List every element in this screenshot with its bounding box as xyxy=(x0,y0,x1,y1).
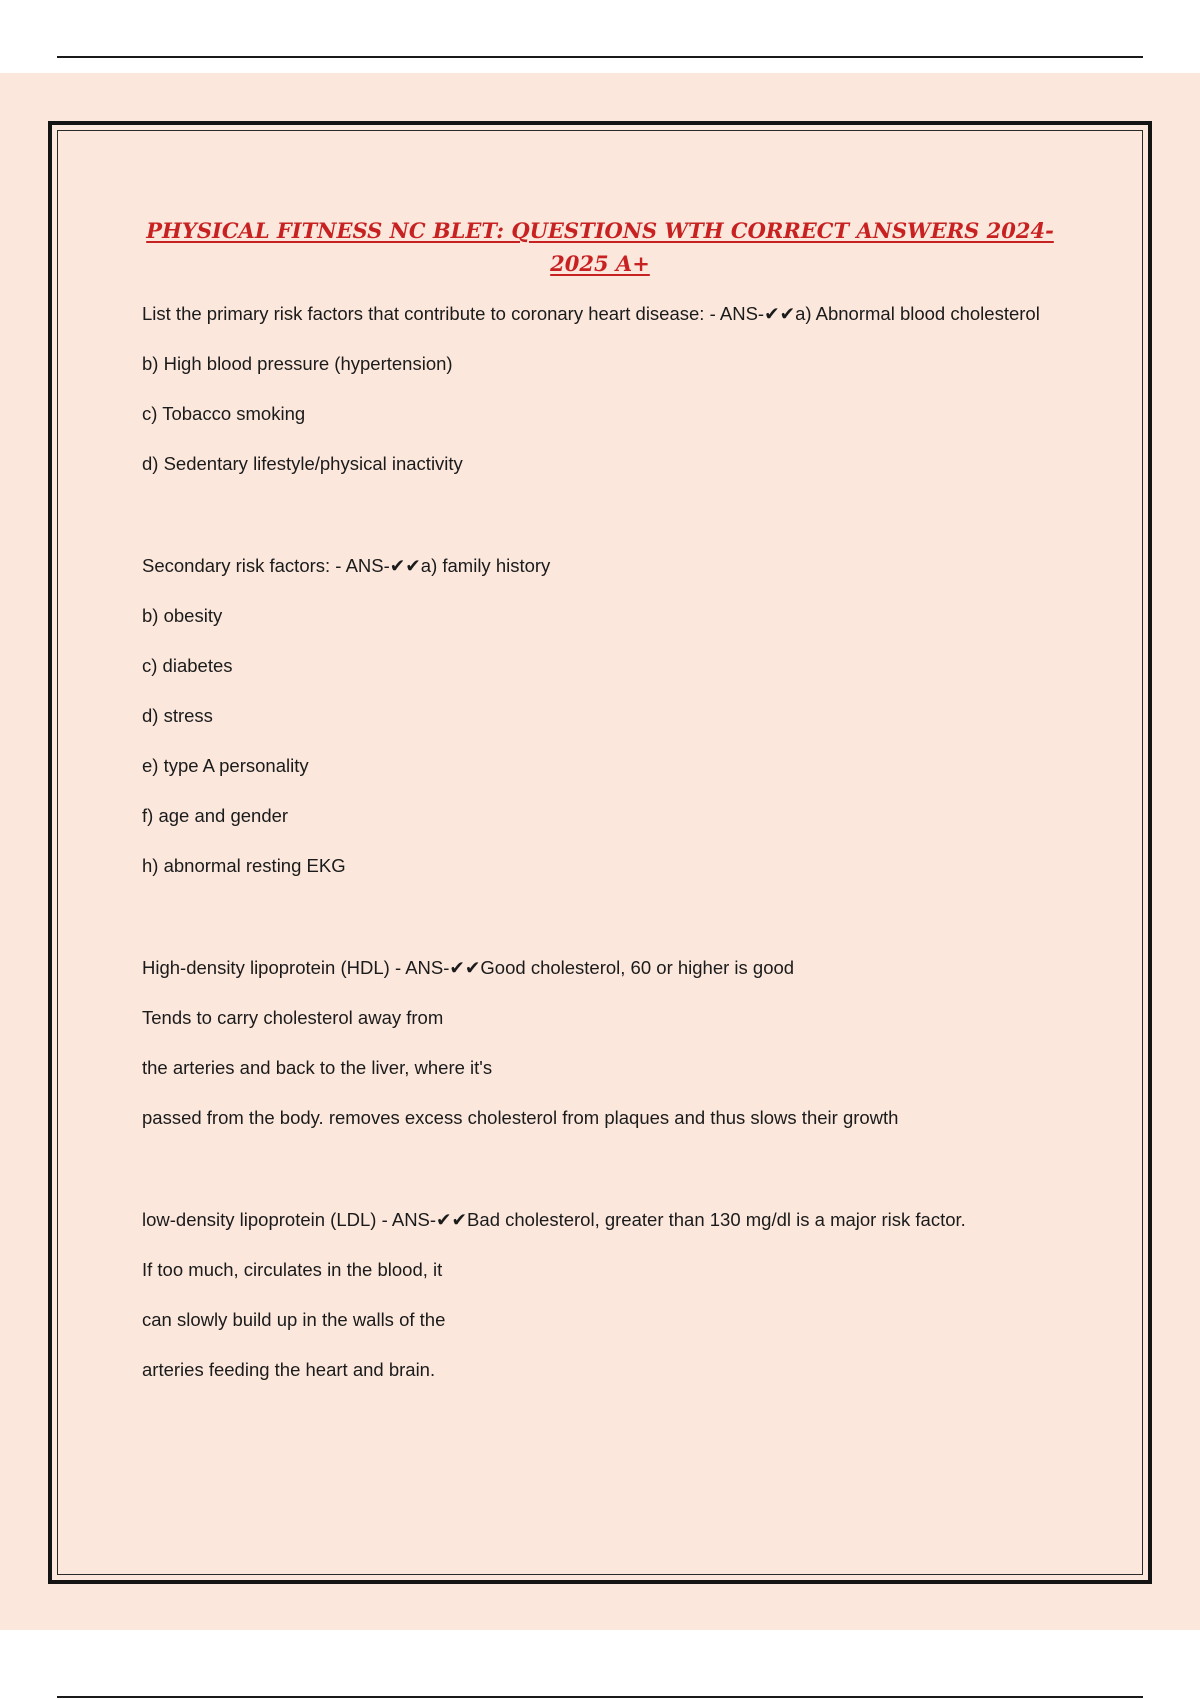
question-ldl: low-density lipoprotein (LDL) - ANS-✔✔Bad cholesterol, greater than 130 mg/dl is a major risk factor. xyxy=(142,1209,966,1230)
document-body xyxy=(142,298,1072,1404)
answer-line: c) diabetes xyxy=(142,655,233,676)
question-secondary-risk-factors: Secondary risk factors: - ANS-✔✔a) family history xyxy=(142,555,551,576)
answer-line: b) obesity xyxy=(142,605,223,626)
answer-line: e) type A personality xyxy=(142,755,309,776)
document-title: PHYSICAL FITNESS NC BLET: QUESTIONS WTH CORRECT ANSWERS 2024-2025 A+ xyxy=(146,218,1054,276)
answer-line: f) age and gender xyxy=(142,805,289,826)
answer-line: If too much, circulates in the blood, it xyxy=(142,1259,443,1280)
answer-line: passed from the body. removes excess cholesterol from plaques and thus slows their growth xyxy=(142,1107,899,1128)
section-spacer xyxy=(142,498,1072,550)
answer-line: can slowly build up in the walls of the xyxy=(142,1309,446,1330)
question-hdl: High-density lipoprotein (HDL) - ANS-✔✔Good cholesterol, 60 or higher is good xyxy=(142,957,795,978)
answer-line: d) stress xyxy=(142,705,213,726)
bottom-rule xyxy=(57,1696,1143,1698)
answer-line: Tends to carry cholesterol away from xyxy=(142,1007,444,1028)
answer-line: d) Sedentary lifestyle/physical inactivity xyxy=(142,453,463,474)
section-spacer xyxy=(142,900,1072,952)
answer-line: c) Tobacco smoking xyxy=(142,403,306,424)
top-rule xyxy=(57,56,1143,58)
answer-line: arteries feeding the heart and brain. xyxy=(142,1359,436,1380)
answer-line: h) abnormal resting EKG xyxy=(142,855,346,876)
answer-line: the arteries and back to the liver, where it's xyxy=(142,1057,493,1078)
question-primary-risk-factors: List the primary risk factors that contribute to coronary heart disease: - ANS-✔✔a) Abnormal blood cholesterol xyxy=(142,303,1040,324)
answer-line: b) High blood pressure (hypertension) xyxy=(142,353,453,374)
section-spacer xyxy=(142,1152,1072,1204)
